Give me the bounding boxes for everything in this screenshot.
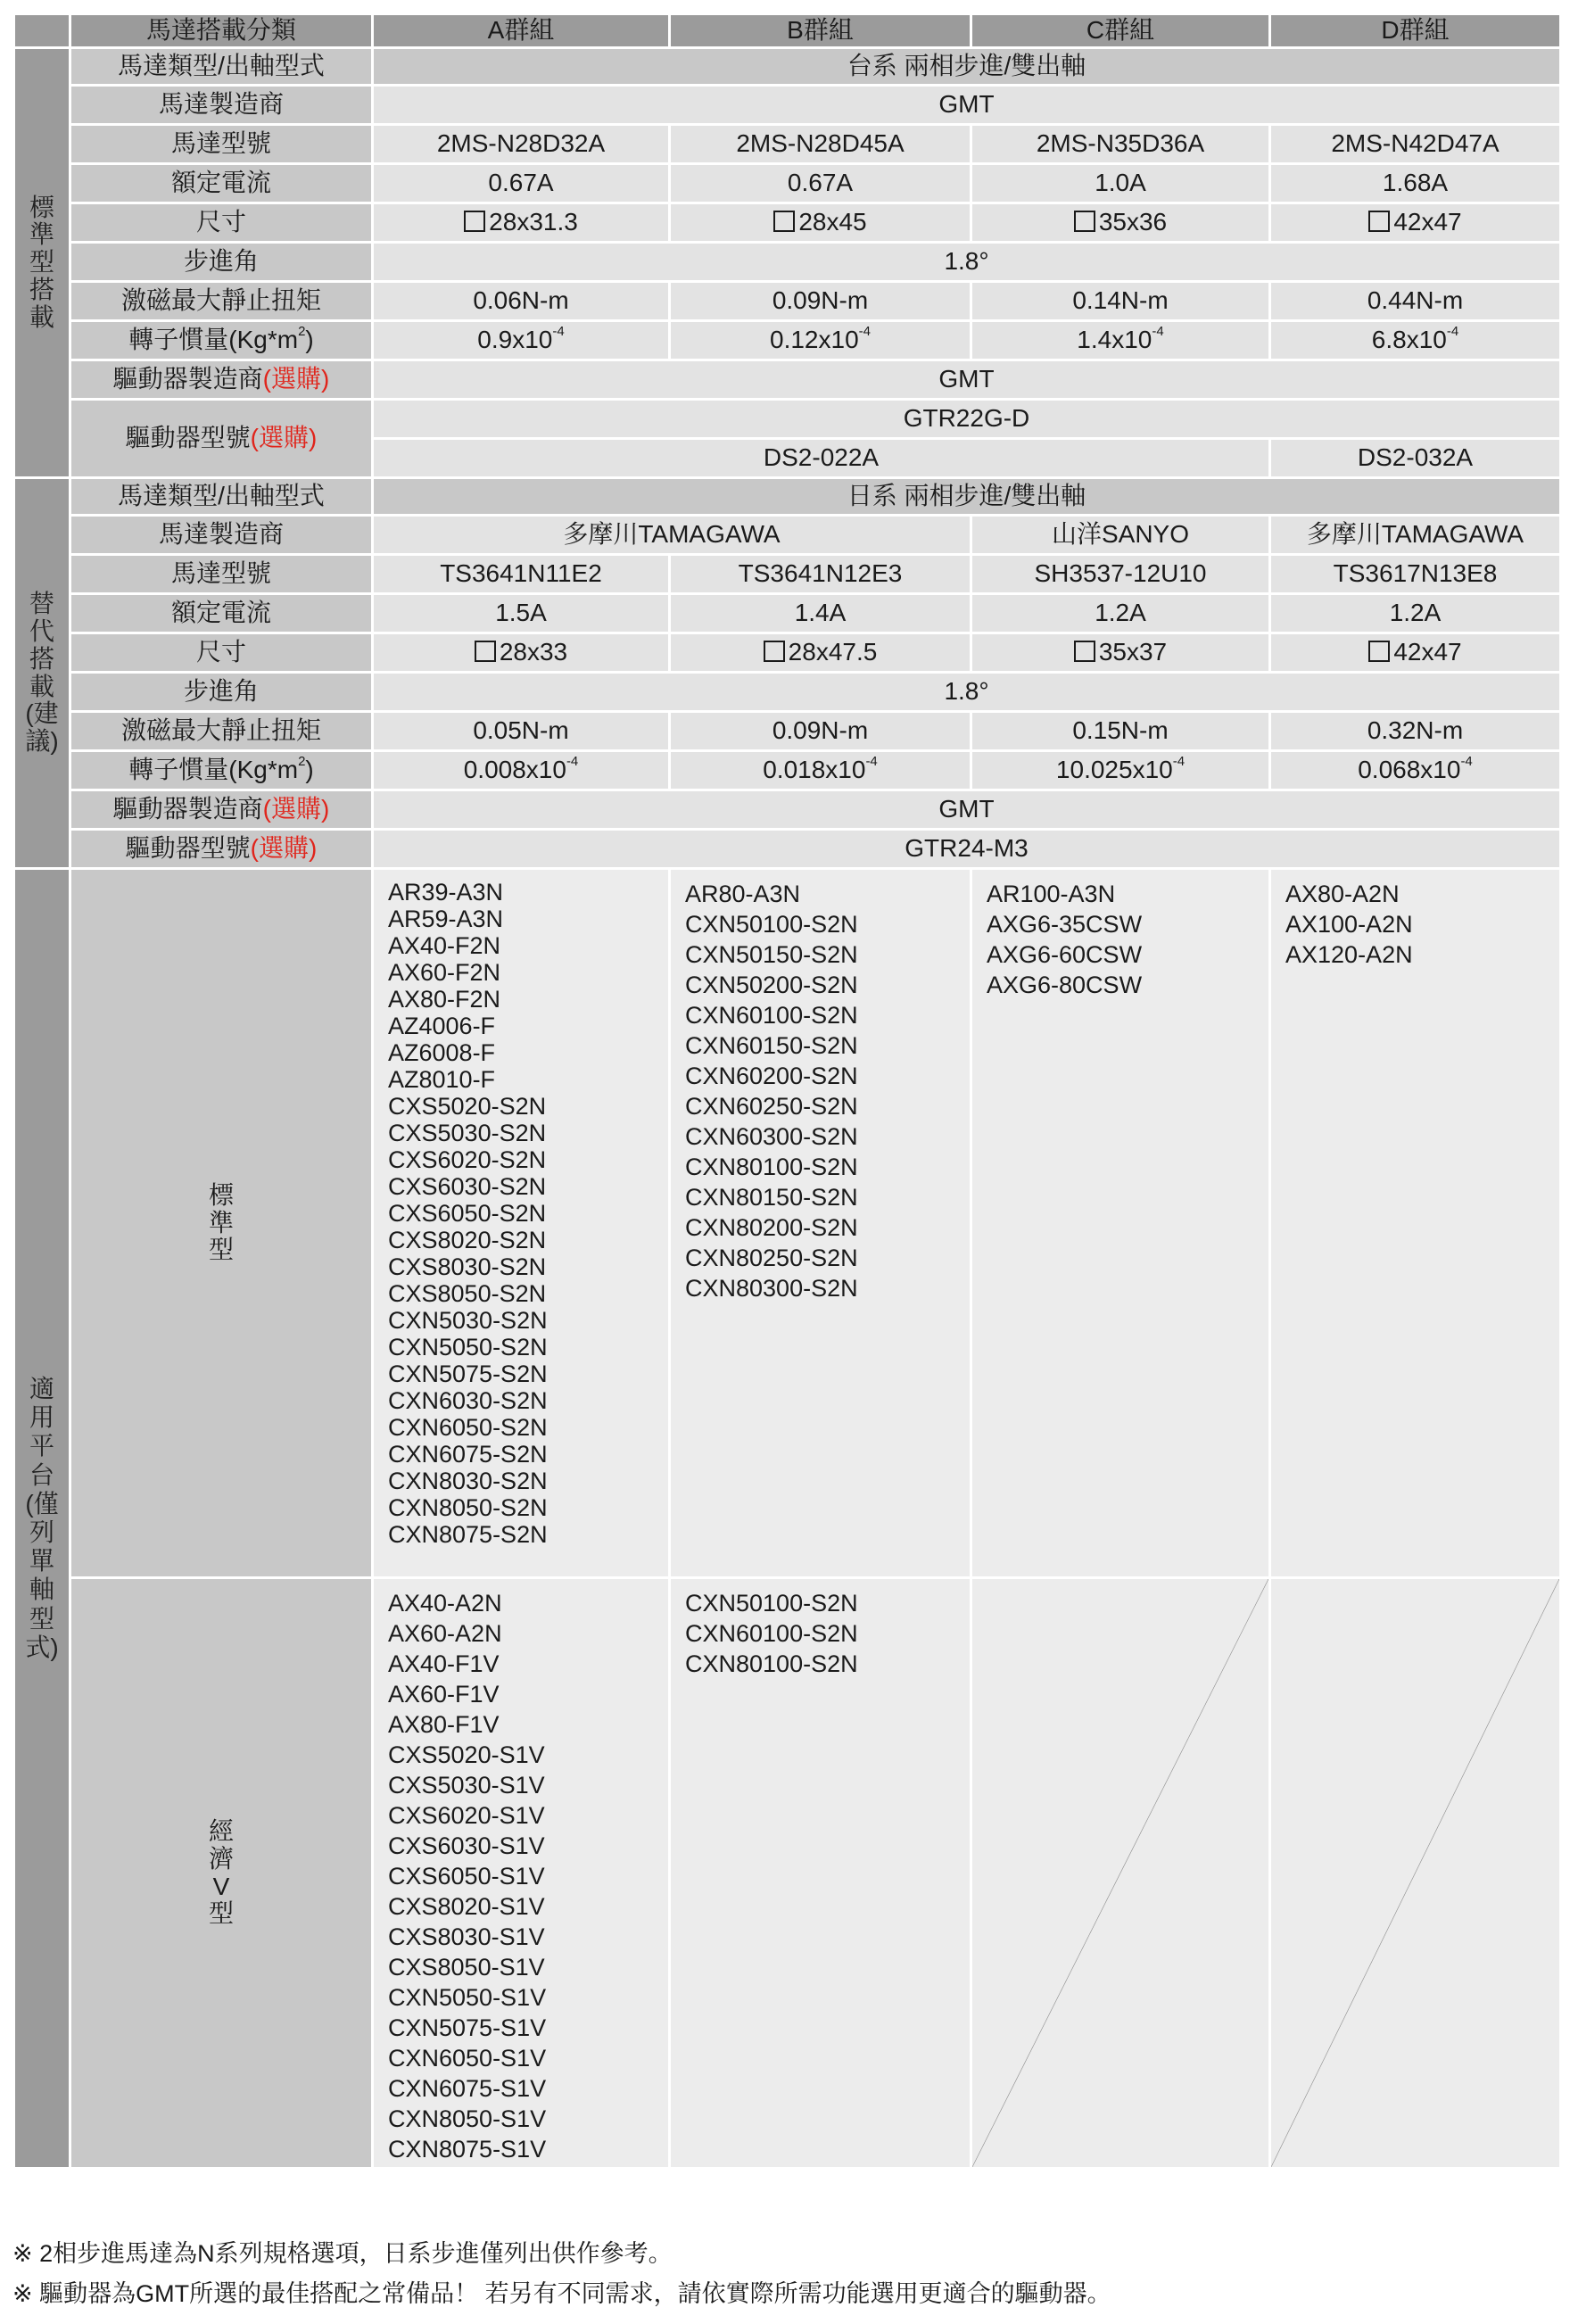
- std-maker-row: [14, 86, 1561, 125]
- platform-item: CXS5020-S1V: [388, 1741, 545, 1768]
- std-driver-model-row: [14, 400, 1561, 439]
- alt-torque-d: 0.32N-m: [1270, 712, 1561, 751]
- square-icon: [1074, 211, 1095, 232]
- square-icon: [773, 211, 795, 232]
- platform-item: CXN8050-S1V: [388, 2105, 547, 2132]
- platform-item: CXN60100-S2N: [685, 1620, 858, 1647]
- alt-model-row: [14, 555, 1561, 594]
- std-model-row: [14, 125, 1561, 164]
- platform-item: CXS6030-S1V: [388, 1832, 545, 1859]
- platform-item: AR100-A3N: [987, 881, 1116, 907]
- alt-model-a: TS3641N11E2: [373, 555, 670, 594]
- platform-item: CXS8020-S2N: [388, 1227, 547, 1253]
- platform-item: CXS5020-S2N: [388, 1093, 547, 1120]
- platform-section-label: 適 用 平 台 (僅 列 單 軸 型 式): [14, 869, 70, 2169]
- economy-type-label: 經 濟 V 型: [70, 1578, 373, 2169]
- std-model-b: 2MS-N28D45A: [670, 125, 971, 164]
- platform-item: CXN5030-S2N: [388, 1307, 548, 1334]
- driver-maker-label: 驅動器製造商(選購): [70, 360, 373, 400]
- square-icon: [1368, 211, 1390, 232]
- diagonal-slash: [972, 1579, 1268, 2167]
- alt-current-label: 額定電流: [70, 594, 373, 633]
- platform-item: CXN6030-S2N: [388, 1387, 548, 1414]
- footnotes: [12, 2234, 1111, 2314]
- platform-item: AZ8010-F: [388, 1066, 496, 1093]
- alt-inertia-c: $10.025x10^{-4}$: [971, 751, 1270, 790]
- platform-item: CXN5050-S1V: [388, 1984, 547, 2011]
- alt-maker-d: 多摩川TAMAGAWA: [1270, 516, 1561, 555]
- std-torque-b: 0.09N-m: [670, 282, 971, 321]
- platform-item: CXN8030-S2N: [388, 1468, 548, 1494]
- platform-item: AR59-A3N: [388, 906, 504, 932]
- alternative-section-label: 替 代 搭 載 (建 議): [14, 478, 70, 869]
- platform-std-d: [1270, 869, 1561, 1578]
- diagonal-slash: [1271, 1579, 1559, 2167]
- std-inertia-a: $0.9x10^{-4}$: [373, 321, 670, 360]
- platform-item: CXN50200-S2N: [685, 972, 858, 998]
- platform-economy-row: [14, 1578, 1561, 2169]
- alt-driver-maker-value: GMT: [373, 790, 1561, 830]
- corner-cell: [14, 14, 70, 48]
- alt-motor-type-value: 日系 兩相步進/雙出軸: [373, 478, 1561, 516]
- std-torque-a: 0.06N-m: [373, 282, 670, 321]
- standard-section-label: 標 準 型 搭 載: [14, 48, 70, 478]
- alt-torque-c: 0.15N-m: [971, 712, 1270, 751]
- standard-type-label: 標 準 型: [70, 869, 373, 1578]
- platform-std-a: [373, 869, 670, 1578]
- platform-item: CXN60200-S2N: [685, 1063, 858, 1089]
- alt-driver-model-row: [14, 830, 1561, 869]
- platform-item: CXN6075-S2N: [388, 1441, 548, 1468]
- square-icon: [1368, 641, 1390, 662]
- platform-item: CXN5075-S1V: [388, 2014, 547, 2041]
- alt-motor-type-row: [14, 478, 1561, 516]
- alt-current-a: 1.5A: [373, 594, 670, 633]
- footnote-1: ※ 2相步進馬達為N系列規格選項，日系步進僅列出供作參考。: [12, 2240, 673, 2267]
- platform-item: CXN8075-S1V: [388, 2136, 547, 2163]
- platform-item: AX80-A2N: [1285, 881, 1400, 907]
- std-maker-value: GMT: [373, 86, 1561, 125]
- platform-item: CXS6050-S2N: [388, 1200, 547, 1227]
- alt-model-d: TS3617N13E8: [1270, 555, 1561, 594]
- platform-item: CXN50150-S2N: [685, 941, 858, 968]
- platform-item: CXS8030-S1V: [388, 1923, 545, 1950]
- platform-item: AX80-F1V: [388, 1711, 500, 1738]
- platform-item: AX80-F2N: [388, 986, 501, 1013]
- square-icon: [464, 211, 485, 232]
- alt-size-d: 42x47: [1270, 633, 1561, 673]
- motor-type-label: 馬達類型/出軸型式: [70, 48, 373, 86]
- platform-item: AX120-A2N: [1285, 941, 1413, 968]
- size-label: 尺寸: [70, 203, 373, 243]
- footnote-2: ※ 驅動器為GMT所選的最佳搭配之常備品！ 若另有不同需求，請依實際所需功能選用更適合的驅動器。: [12, 2280, 1111, 2307]
- std-motor-type-row: [14, 48, 1561, 86]
- platform-item: CXN80250-S2N: [685, 1245, 858, 1271]
- alt-step-value: 1.8°: [373, 673, 1561, 712]
- header-row: [14, 14, 1561, 48]
- platform-item: CXS5030-S2N: [388, 1120, 547, 1146]
- inertia-label: 轉子慣量$(Kg*m^2)$: [70, 321, 373, 360]
- platform-item: CXN5050-S2N: [388, 1334, 548, 1360]
- platform-std-c: [971, 869, 1270, 1578]
- std-size-d: 42x47: [1270, 203, 1561, 243]
- platform-standard-row: [14, 869, 1561, 1578]
- std-current-c: 1.0A: [971, 164, 1270, 203]
- std-inertia-c: $1.4x10^{-4}$: [971, 321, 1270, 360]
- platform-item: AX40-F1V: [388, 1650, 500, 1677]
- driver-model-label: 驅動器型號(選購): [70, 400, 373, 478]
- platform-item: CXS8020-S1V: [388, 1893, 545, 1920]
- alt-model-c: SH3537-12U10: [971, 555, 1270, 594]
- alt-maker-label: 馬達製造商: [70, 516, 373, 555]
- group-d-header: D群組: [1270, 14, 1561, 48]
- alt-current-d: 1.2A: [1270, 594, 1561, 633]
- platform-item: CXN80150-S2N: [685, 1184, 858, 1211]
- platform-item: CXN8050-S2N: [388, 1494, 548, 1521]
- std-current-b: 0.67A: [670, 164, 971, 203]
- std-current-d: 1.68A: [1270, 164, 1561, 203]
- std-model-d: 2MS-N42D47A: [1270, 125, 1561, 164]
- platform-item: CXN50100-S2N: [685, 1590, 858, 1617]
- platform-eco-d-empty: [1270, 1578, 1561, 2169]
- platform-item: CXN60100-S2N: [685, 1002, 858, 1029]
- alt-model-label: 馬達型號: [70, 555, 373, 594]
- alt-motor-type-label: 馬達類型/出軸型式: [70, 478, 373, 516]
- platform-item: CXN80300-S2N: [685, 1275, 858, 1302]
- alt-maker-row: [14, 516, 1561, 555]
- group-a-header: A群組: [373, 14, 670, 48]
- platform-item: AR80-A3N: [685, 881, 801, 907]
- platform-item: CXS6050-S1V: [388, 1863, 545, 1890]
- alt-current-row: [14, 594, 1561, 633]
- alt-inertia-row: [14, 751, 1561, 790]
- step-angle-label: 步進角: [70, 243, 373, 282]
- platform-item: AXG6-80CSW: [987, 972, 1143, 998]
- alt-torque-a: 0.05N-m: [373, 712, 670, 751]
- std-driver-maker-value: GMT: [373, 360, 1561, 400]
- alt-driver-maker-row: [14, 790, 1561, 830]
- alt-driver-maker-label: 驅動器製造商(選購): [70, 790, 373, 830]
- platform-item: AZ4006-F: [388, 1013, 496, 1039]
- platform-item: CXN6050-S2N: [388, 1414, 548, 1441]
- platform-item: CXN5075-S2N: [388, 1360, 548, 1387]
- alt-size-b: 28x47.5: [670, 633, 971, 673]
- platform-item: AZ6008-F: [388, 1039, 496, 1066]
- std-torque-c: 0.14N-m: [971, 282, 1270, 321]
- model-label: 馬達型號: [70, 125, 373, 164]
- std-inertia-d: $6.8x10^{-4}$: [1270, 321, 1561, 360]
- std-driver-maker-row: [14, 360, 1561, 400]
- alt-model-b: TS3641N12E3: [670, 555, 971, 594]
- platform-item: AX40-F2N: [388, 932, 501, 959]
- alt-inertia-d: $0.068x10^{-4}$: [1270, 751, 1561, 790]
- platform-item: CXS6030-S2N: [388, 1173, 547, 1200]
- platform-item: CXN8075-S2N: [388, 1521, 548, 1548]
- std-torque-row: [14, 282, 1561, 321]
- alt-size-label: 尺寸: [70, 633, 373, 673]
- platform-item: CXS8050-S2N: [388, 1280, 547, 1307]
- std-size-c: 35x36: [971, 203, 1270, 243]
- platform-item: AX60-A2N: [388, 1620, 502, 1647]
- std-inertia-row: [14, 321, 1561, 360]
- std-driver-model-main: GTR22G-D: [373, 400, 1561, 439]
- maker-label: 馬達製造商: [70, 86, 373, 125]
- std-step-value: 1.8°: [373, 243, 1561, 282]
- platform-item: AX100-A2N: [1285, 911, 1413, 938]
- std-size-b: 28x45: [670, 203, 971, 243]
- platform-item: CXN80100-S2N: [685, 1154, 858, 1180]
- alt-current-c: 1.2A: [971, 594, 1270, 633]
- alt-driver-model-label: 驅動器型號(選購): [70, 830, 373, 869]
- alt-current-b: 1.4A: [670, 594, 971, 633]
- square-icon: [475, 641, 496, 662]
- std-size-a: 28x31.3: [373, 203, 670, 243]
- platform-item: CXS6020-S1V: [388, 1802, 545, 1829]
- alt-maker-c: 山洋SANYO: [971, 516, 1270, 555]
- group-c-header: C群組: [971, 14, 1270, 48]
- alt-driver-model-value: GTR24-M3: [373, 830, 1561, 869]
- platform-item: CXS8030-S2N: [388, 1253, 547, 1280]
- category-header: 馬達搭載分類: [70, 14, 373, 48]
- alt-torque-label: 激磁最大靜止扭矩: [70, 712, 373, 751]
- platform-eco-c-empty: [971, 1578, 1270, 2169]
- alt-inertia-b: $0.018x10^{-4}$: [670, 751, 971, 790]
- std-current-row: [14, 164, 1561, 203]
- std-driver-model-d: DS2-032A: [1270, 439, 1561, 478]
- platform-item: CXN80200-S2N: [685, 1214, 858, 1241]
- platform-std-b: [670, 869, 971, 1578]
- std-step-row: [14, 243, 1561, 282]
- std-current-a: 0.67A: [373, 164, 670, 203]
- std-inertia-b: $0.12x10^{-4}$: [670, 321, 971, 360]
- std-motor-type-value: 台系 兩相步進/雙出軸: [373, 48, 1561, 86]
- std-model-c: 2MS-N35D36A: [971, 125, 1270, 164]
- platform-item: CXN60300-S2N: [685, 1123, 858, 1150]
- std-model-a: 2MS-N28D32A: [373, 125, 670, 164]
- platform-item: CXS8050-S1V: [388, 1954, 545, 1981]
- platform-item: AR39-A3N: [388, 879, 504, 906]
- alt-step-row: [14, 673, 1561, 712]
- std-torque-d: 0.44N-m: [1270, 282, 1561, 321]
- platform-item: CXN6050-S1V: [388, 2045, 547, 2072]
- platform-item: CXN60150-S2N: [685, 1032, 858, 1059]
- platform-item: CXN50100-S2N: [685, 911, 858, 938]
- alt-size-row: [14, 633, 1561, 673]
- platform-item: AXG6-35CSW: [987, 911, 1143, 938]
- platform-item: AX60-F2N: [388, 959, 501, 986]
- platform-item: CXN60250-S2N: [685, 1093, 858, 1120]
- square-icon: [1074, 641, 1095, 662]
- alt-inertia-label: 轉子慣量$(Kg*m^2)$: [70, 751, 373, 790]
- platform-item: AX40-A2N: [388, 1590, 502, 1617]
- platform-item: AXG6-60CSW: [987, 941, 1143, 968]
- alt-step-label: 步進角: [70, 673, 373, 712]
- alt-inertia-a: $0.008x10^{-4}$: [373, 751, 670, 790]
- group-b-header: B群組: [670, 14, 971, 48]
- torque-label: 激磁最大靜止扭矩: [70, 282, 373, 321]
- std-driver-model-abc: DS2-022A: [373, 439, 1270, 478]
- platform-item: CXN80100-S2N: [685, 1650, 858, 1677]
- std-size-row: [14, 203, 1561, 243]
- alt-size-a: 28x33: [373, 633, 670, 673]
- square-icon: [764, 641, 785, 662]
- platform-item: CXS5030-S1V: [388, 1772, 545, 1799]
- alt-torque-b: 0.09N-m: [670, 712, 971, 751]
- current-label: 額定電流: [70, 164, 373, 203]
- alt-torque-row: [14, 712, 1561, 751]
- alt-size-c: 35x37: [971, 633, 1270, 673]
- platform-item: CXS6020-S2N: [388, 1146, 547, 1173]
- platform-eco-a: [373, 1578, 670, 2169]
- spec-table: [12, 12, 1562, 2170]
- alt-maker-ab: 多摩川TAMAGAWA: [373, 516, 971, 555]
- platform-item: CXN6075-S1V: [388, 2075, 547, 2102]
- platform-item: AX60-F1V: [388, 1681, 500, 1708]
- platform-eco-b: [670, 1578, 971, 2169]
